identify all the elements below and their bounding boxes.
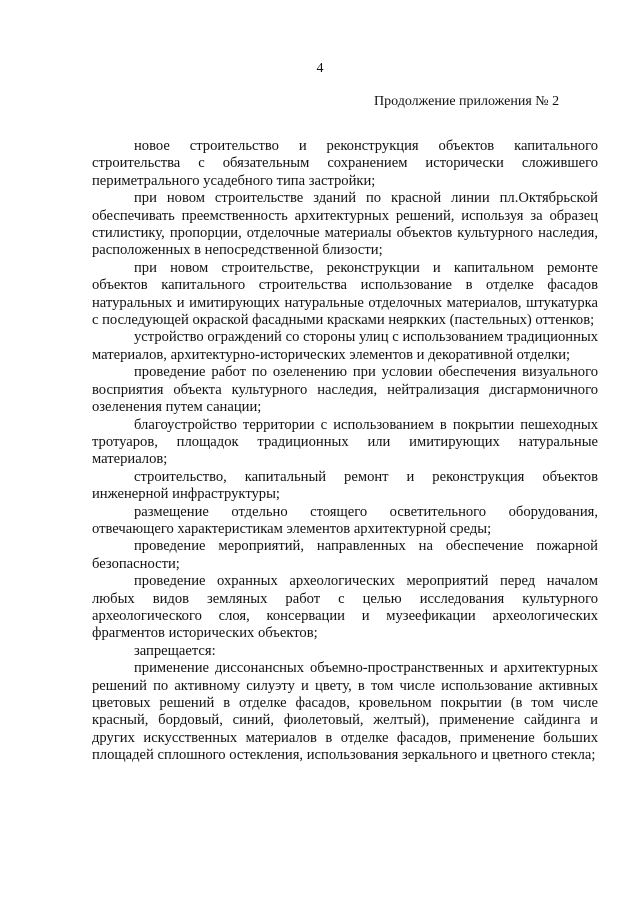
paragraph: проведение охранных археологических мероприятий перед началом любых видов земляных работ с целью исследования культурного археологического слоя, консервации и музеефикации археологических фрагментов исторических объектов; xyxy=(92,573,598,642)
paragraph: проведение работ по озеленению при условии обеспечения визуального восприятия объекта культурного наследия, нейтрализация дисгармоничного озеленения путем санации; xyxy=(92,364,598,416)
body-text xyxy=(92,138,598,765)
paragraph: строительство, капитальный ремонт и реконструкция объектов инженерной инфраструктуры; xyxy=(92,468,598,503)
paragraph: при новом строительстве зданий по красной линии пл.Октябрьской обеспечивать преемственность архитектурных решений, используя за образец стилистику, пропорции, отделочные материалы объектов культурного наследия, расположенных в непосредственной близости; xyxy=(92,190,598,259)
paragraph: при новом строительстве, реконструкции и капитальном ремонте объектов капитального строительства использование в отделке фасадов натуральных и имитирующих натуральные отделочных материалов, штукатурка с последующей окраской фасадными красками неяркких (пастельных) оттенков; xyxy=(92,259,598,329)
appendix-header: Продолжение приложения № 2 xyxy=(374,94,560,109)
paragraph: новое строительство и реконструкция объектов капитального строительства с обязательным сохранением исторически сложившего периметрального усадебного типа застройки; xyxy=(92,138,598,189)
paragraph: устройство ограждений со стороны улиц с использованием традиционных материалов, архитектурно-исторических элементов и декоративной отделки; xyxy=(92,329,598,363)
paragraph: благоустройство территории с использованием в покрытии пешеходных тротуаров, площадок традиционных или имитирующих натуральные материалов; xyxy=(92,416,598,468)
paragraph: запрещается: xyxy=(134,642,216,659)
paragraph: проведение мероприятий, направленных на обеспечение пожарной безопасности; xyxy=(92,538,598,572)
paragraph: размещение отдельно стоящего осветительного оборудования, отвечающего характеристикам элементов архитектурной среды; xyxy=(92,503,598,537)
paragraph: применение диссонансных объемно-пространственных и архитектурных решений по активному силуэту и цвету, в том числе использование активных цветовых решений в отделке фасадов, кровельном покрытии (в том числе красный, бордовый, синий, фиолетовый, желтый), применение сайдинга и других искусственных материалов в отделке фасадов, применение больших площадей сплошного остекления, использования зеркального и цветного стекла; xyxy=(92,660,598,764)
page-number: 4 xyxy=(316,61,324,76)
